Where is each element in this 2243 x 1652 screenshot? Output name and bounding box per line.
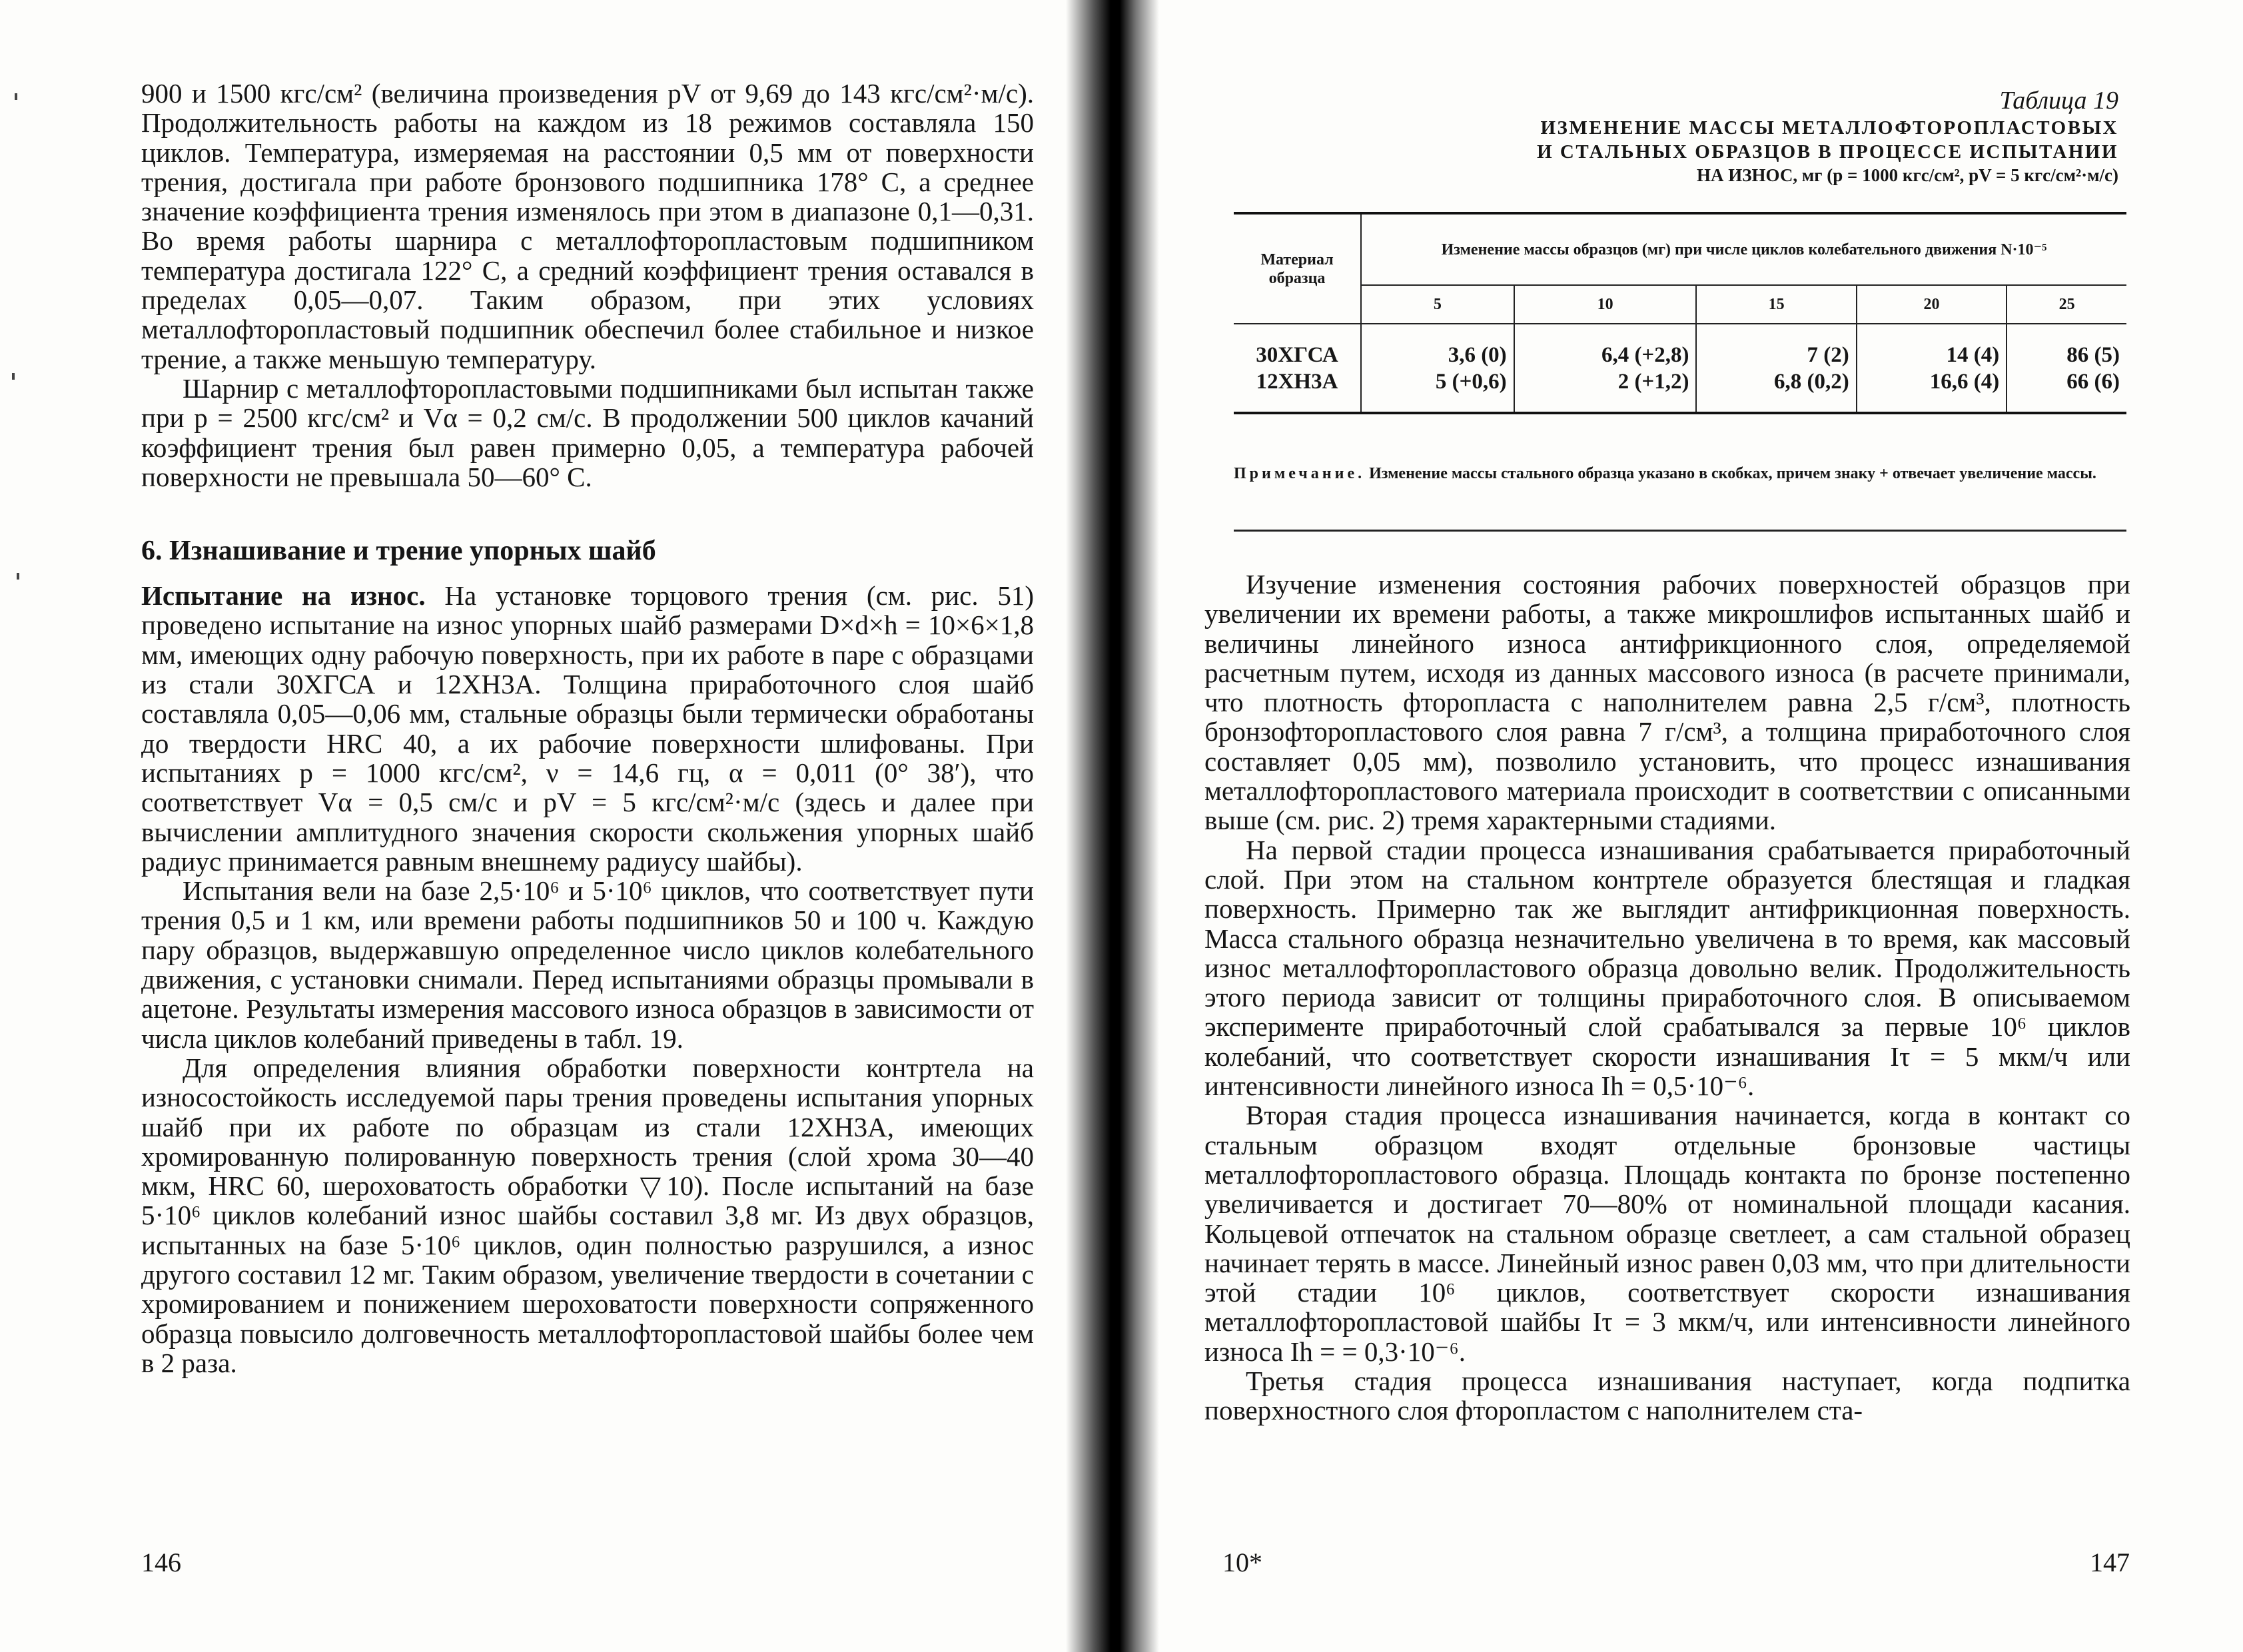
scan-speck xyxy=(12,373,15,380)
table-value: 16,6 (4) xyxy=(1929,369,2000,394)
wear-table xyxy=(1234,212,2126,414)
table-cell xyxy=(2007,324,2126,413)
table-cell xyxy=(1857,324,2007,413)
right-paragraph-3: Вторая стадия процесса изнашивания начинается, когда в контакт со стальным образцом входят отдельные бронзовые частицы металлофторопластового образца. Площадь контакта по бронзе постепенно увеличивается и достигает 70—80% от номинальной площади касания. Кольцевой отпечаток на стальном образце светлеет, а сам стальной образец начинает терять в массе. Линейный износ равен 0,03 мм, что при длительности этой стадии 10⁶ циклов, соответствует скорости изнашивания металлофторопластовой шайбы Iτ = 3 мкм/ч, или интенсивности линейного износа Ih = = 0,3·10⁻⁶. xyxy=(1204,1100,2130,1367)
table-cell xyxy=(1361,324,1514,413)
table-header-group: Изменение массы образцов (мг) при числе циклов колебательного движения N·10⁻⁵ xyxy=(1361,213,2126,285)
table-header-cycles: 5 xyxy=(1361,285,1514,324)
left-paragraph-2: Шарнир с металлофторопластовыми подшипниками был испытан также при p = 2500 кгс/см² и Vα = 0,2 см/с. В продолжении 500 циклов качаний коэффициент трения был равен примерно 0,05, а температура рабочей поверхности не превышала 50—60° С. xyxy=(141,372,1034,492)
table-value: 66 (6) xyxy=(2066,369,2120,394)
right-page-number: 147 xyxy=(2090,1547,2130,1577)
right-text-column xyxy=(1204,570,2130,1426)
left-page xyxy=(0,0,1093,1652)
table-note-text: Изменение массы стального образца указано в скобках, причем знаку + отвечает увеличение массы. xyxy=(1369,465,2096,482)
section-heading: 6. Изнашивание и трение упорных шайб xyxy=(141,536,656,567)
table-value: 3,6 (0) xyxy=(1448,342,1507,367)
left-paragraph-5: Для определения влияния обработки поверхности контртела на износостойкость исследуемой пары трения проведены испытания упорных шайб при их работе по образцам из стали 12ХН3А, имеющих хромированную полированную поверхность трения (слой хрома 30—40 мкм, HRC 60, шероховатость обработки ▽10). После испытаний на базе 5·10⁶ циклов колебаний износ шайбы составил 3,8 мг. Из двух образцов, испытанных на базе 5·10⁶ циклов, один полностью разрушился, а износ другого составил 12 мг. Таким образом, увеличение твердости в сочетании с хромированием и понижением шероховатости поверхности сопряженного образца повысило долговечность металлофторопластовой шайбы более чем в 2 раза. xyxy=(141,1052,1034,1378)
table-header-cycles: 10 xyxy=(1514,285,1697,324)
table-label: Таблица 19 xyxy=(1999,87,2118,115)
table-note xyxy=(1234,463,2126,484)
table-value: 7 (2) xyxy=(1807,342,1849,367)
left-text-column xyxy=(141,79,1034,1378)
material-name: 30ХГСА xyxy=(1256,342,1338,367)
table-bottom-rule xyxy=(1234,530,2126,532)
table-header-cycles: 25 xyxy=(2007,285,2126,324)
table-caption xyxy=(1346,85,2118,187)
table-header-cycles: 15 xyxy=(1696,285,1856,324)
left-page-number: 146 xyxy=(141,1547,181,1577)
right-paragraph-4: Третья стадия процесса изнашивания наступает, когда подпитка поверхностного слоя фторопластом с наполнителем ста- xyxy=(1204,1366,2130,1426)
table-value: 6,4 (+2,8) xyxy=(1601,342,1689,367)
table-title-line-2: И СТАЛЬНЫХ ОБРАЗЦОВ В ПРОЦЕССЕ ИСПЫТАНИИ xyxy=(1537,141,2118,163)
table-title-line-1: ИЗМЕНЕНИЕ МАССЫ МЕТАЛЛОФТОРОПЛАСТОВЫХ xyxy=(1540,117,2118,139)
runin-title: Испытание на износ. xyxy=(141,580,426,612)
table-cell xyxy=(1696,324,1856,413)
printer-signature: 10* xyxy=(1222,1547,1262,1577)
table-cell xyxy=(1514,324,1697,413)
table-header-material: Материал образца xyxy=(1234,213,1361,324)
left-paragraph-3-body: На установке торцового трения (см. рис. 51) проведено испытание на износ упорных шайб размерами D×d×h = 10×6×1,8 мм, имеющих одну рабочую поверхность, при их работе в паре с образцами из стали 30ХГСА и 12ХН3А. Толщина приработочного слоя шайб составляла 0,05—0,06 мм, стальные образцы были термически обработаны до твердости HRC 40, а их рабочие поверхности шлифованы. При испытаниях p = 1000 кгс/см², ν = 14,6 гц, α = 0,011 (0° 38′), что соответствует Vα = 0,5 см/с и pV = 5 кгс/см²·м/с (здесь и далее при вычислении амплитудного значения скорости скольжения упорных шайб радиус принимается равным внешнему радиусу шайбы). xyxy=(141,580,1035,877)
left-paragraph-3 xyxy=(141,581,1034,876)
table-header-cycles: 20 xyxy=(1857,285,2007,324)
table-value: 2 (+1,2) xyxy=(1617,369,1689,394)
material-name: 12ХН3А xyxy=(1256,369,1338,394)
left-paragraph-1: 900 и 1500 кгс/см² (величина произведения pV от 9,69 до 143 кгс/см²·м/с). Продолжительность работы на каждом из 18 режимов составляла 150 циклов. Температура, измеряемая на расстоянии 0,5 мм от поверхности трения, достигала при работе бронзового подшипника 178° С, а среднее значение коэффициента трения изменялось при этом в диапазоне 0,1—0,31. Во время работы шарнира с металлофторопластовым подшипником температура достигала 122° С, а средний коэффициент трения оставался в пределах 0,05—0,07. Таким образом, при этих условиях металлофторопластовый подшипник обеспечил более стабильное и низкое трение, а также меньшую температуру. xyxy=(141,78,1034,374)
scan-speck xyxy=(15,93,17,100)
table-value: 14 (4) xyxy=(1946,342,2000,367)
table-value: 86 (5) xyxy=(2066,342,2120,367)
table-value: 6,8 (0,2) xyxy=(1774,369,1849,394)
right-page xyxy=(1126,0,2243,1652)
table-title-line-3: НА ИЗНОС, мг (p = 1000 кгс/см², pV = 5 кгс/см²·м/с) xyxy=(1697,165,2118,185)
table-cell-material xyxy=(1234,324,1361,413)
table-value: 5 (+0,6) xyxy=(1435,369,1507,394)
left-paragraph-4: Испытания вели на базе 2,5·10⁶ и 5·10⁶ циклов, что соответствует пути трения 0,5 и 1 км, или времени работы подшипников 50 и 100 ч. Каждую пару образцов, выдержавшую определенное число циклов колебательного движения, с установки снимали. Перед испытаниями образцы промывали в ацетоне. Результаты измерения массового износа образцов в зависимости от числа циклов колебаний приведены в табл. 19. xyxy=(141,875,1034,1054)
table-note-label: Примечание. xyxy=(1234,465,1366,482)
right-paragraph-1: Изучение изменения состояния рабочих поверхностей образцов при увеличении их времени работы, а также микрошлифов испытанных шайб и величины линейного износа антифрикционного слоя, определяемой расчетным путем, исходя из данных массового износа (в расчете принимали, что плотность фторопласта с наполнителем равна 2,5 г/см³, плотность бронзофторопластового слоя равна 7 г/см³, а толщина приработочного слоя составляет 0,05 мм), позволило установить, что процесс изнашивания металлофторопластового материала происходит в соответствии с описанными выше (см. рис. 2) тремя характерными стадиями. xyxy=(1204,569,2130,836)
scan-speck xyxy=(17,573,19,580)
right-paragraph-2: На первой стадии процесса изнашивания срабатывается приработочный слой. При этом на стальном контртеле образуется блестящая и гладкая поверхность. Примерно так же выглядит антифрикционная поверхность. Масса стального образца незначительно увеличена в то время, как массовый износ металлофторопластового образца довольно велик. Продолжительность этого периода зависит от толщины приработочного слоя. В описываемом эксперименте приработочный слой срабатывался за первые 10⁶ циклов колебаний, что соответствует скорости изнашивания Iτ = 5 мкм/ч или интенсивности линейного износа Ih = 0,5·10⁻⁶. xyxy=(1204,834,2130,1102)
